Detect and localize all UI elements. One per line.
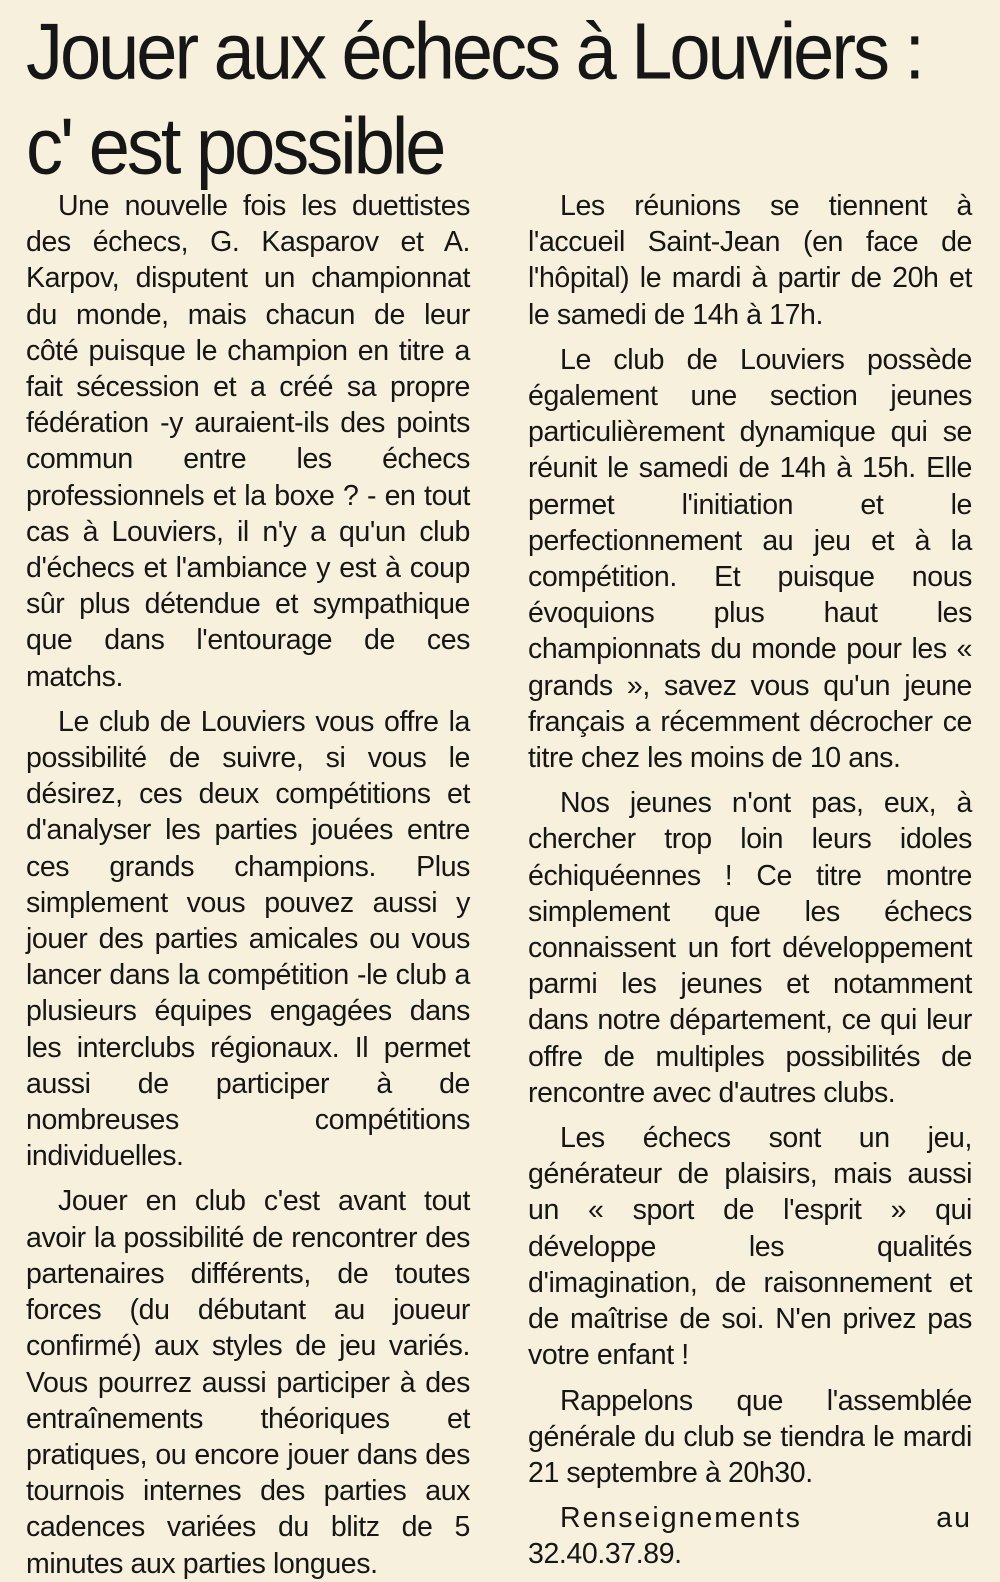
article-headline: [26, 4, 974, 194]
paragraph-youth-section: Le club de Louviers possède également une section jeunes particulièrement dynamique qui se réunit le samedi de 14h à 15h. Elle permet l'initiation et le perfectionnement au jeu et à la compétition. Et puisque nous évoquions plus haut les championnats du monde pour les « grands », savez vous qu'un jeune français a récemment décrocher ce titre chez les moins de 10 ans.: [528, 343, 972, 775]
contact-label: Renseignements au: [560, 1502, 972, 1535]
contact-phone: 32.40.37.89.: [528, 1538, 682, 1571]
headline-line-1: Jouer aux échecs à Louviers :: [26, 6, 923, 96]
paragraph-general-assembly: Rappelons que l'assemblée générale du club se tiendra le mardi 21 septembre à 20h30.: [528, 1384, 972, 1489]
paragraph-club-offer: Le club de Louviers vous offre la possibilité de suivre, si vous le désirez, ces deux compétitions et d'analyser les parties jouées entre ces grands champions. Plus simplement vous pouvez aussi y jouer des parties amicales ou vous lancer dans la compétition -le club a plusieurs équipes engagées dans les interclubs régionaux. Il permet aussi de participer à de nombreuses compétitions individuelles.: [26, 705, 470, 1173]
paragraph-meetings: Les réunions se tiennent à l'accueil Saint-Jean (en face de l'hôpital) le mardi à partir de 20h et le samedi de 14h à 17h.: [528, 190, 972, 331]
paragraph-club-play: Jouer en club c'est avant tout avoir la possibilité de rencontrer des partenaires différents, de toutes forces (du débutant au joueur confirmé) aux styles de jeu variés. Vous pourrez aussi participer à des entraînements théoriques et pratiques, ou encore jouer dans des tournois internes des parties aux cadences variées du blitz de 5 minutes aux parties longues.: [26, 1185, 470, 1580]
article-body: [26, 188, 972, 1582]
right-column: [528, 188, 972, 1582]
headline-line-2: c' est possible: [26, 101, 444, 191]
paragraph-young-idols: Nos jeunes n'ont pas, eux, à chercher trop loin leurs idoles échiquéennes ! Ce titre montre simplement que les échecs connaissent un fort développement parmi les jeunes et notamment dans notre département, ce qui leur offre de multiples possibilités de rencontre avec d'autres clubs.: [528, 787, 972, 1109]
left-column: [26, 188, 470, 1582]
paragraph-intro: Une nouvelle fois les duettistes des échecs, G. Kasparov et A. Karpov, disputent un championnat du monde, mais chacun de leur côté puisque le champion en titre a fait sécession et a créé sa propre fédération -y auraient-ils des points commun entre les échecs professionnels et la boxe ? - en tout cas à Louviers, il n'y a qu'un club d'échecs et l'ambiance y est à coup sûr plus détendue et sympathique que dans l'entourage de ces matchs.: [26, 190, 470, 693]
paragraph-sport-of-mind: Les échecs sont un jeu, générateur de plaisirs, mais aussi un « sport de l'esprit » qui développe les qualités d'imagination, de raisonnement et de maîtrise de soi. N'en privez pas votre enfant !: [528, 1122, 972, 1372]
